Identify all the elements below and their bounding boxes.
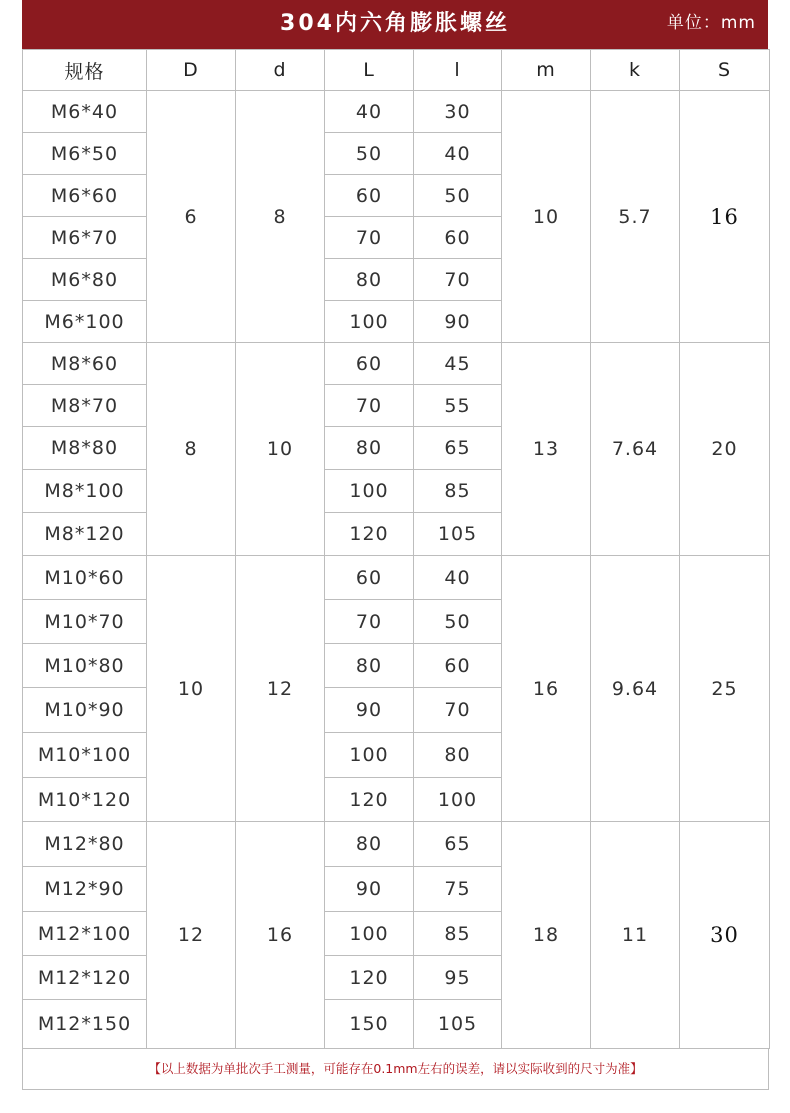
l-cell: 65	[414, 822, 502, 867]
l-cell: 60	[414, 644, 502, 688]
column-header-spec: 规格	[23, 50, 147, 91]
k-cell: 11	[591, 822, 680, 1049]
S-cell: 20	[680, 343, 770, 556]
l-cell: 95	[414, 956, 502, 1000]
l-cell: 100	[414, 778, 502, 822]
column-header-k: k	[591, 50, 680, 91]
m-cell: 13	[502, 343, 591, 556]
L-cell: 90	[325, 688, 414, 733]
L-cell: 120	[325, 778, 414, 822]
m-cell: 18	[502, 822, 591, 1049]
l-cell: 60	[414, 217, 502, 259]
spec-cell: M6*60	[23, 175, 147, 217]
column-header-m: m	[502, 50, 591, 91]
L-cell: 60	[325, 343, 414, 385]
spec-cell: M8*80	[23, 427, 147, 470]
spec-cell: M12*90	[23, 867, 147, 912]
m-cell: 16	[502, 556, 591, 822]
L-cell: 60	[325, 556, 414, 600]
l-cell: 50	[414, 175, 502, 217]
L-cell: 100	[325, 733, 414, 778]
table-row	[23, 556, 770, 600]
measurement-note: 【以上数据为单批次手工测量，可能存在0.1mm左右的误差，请以实际收到的尺寸为准】	[22, 1049, 769, 1090]
k-cell: 9.64	[591, 556, 680, 822]
l-cell: 70	[414, 688, 502, 733]
L-cell: 70	[325, 217, 414, 259]
spec-cell: M10*80	[23, 644, 147, 688]
S-cell: 25	[680, 556, 770, 822]
spec-cell: M6*70	[23, 217, 147, 259]
l-cell: 50	[414, 600, 502, 644]
column-header-S: S	[680, 50, 770, 91]
L-cell: 100	[325, 912, 414, 956]
l-cell: 105	[414, 513, 502, 556]
spec-cell: M8*120	[23, 513, 147, 556]
L-cell: 50	[325, 133, 414, 175]
S-cell: 16	[680, 91, 770, 343]
l-cell: 55	[414, 385, 502, 427]
spec-cell: M12*120	[23, 956, 147, 1000]
spec-cell: M6*80	[23, 259, 147, 301]
spec-table	[22, 49, 770, 1049]
column-header-D: D	[147, 50, 236, 91]
k-cell: 5.7	[591, 91, 680, 343]
l-cell: 70	[414, 259, 502, 301]
spec-cell: M10*120	[23, 778, 147, 822]
l-cell: 90	[414, 301, 502, 343]
L-cell: 70	[325, 600, 414, 644]
D-cell: 8	[147, 343, 236, 556]
k-cell: 7.64	[591, 343, 680, 556]
spec-cell: M10*90	[23, 688, 147, 733]
l-cell: 75	[414, 867, 502, 912]
spec-cell: M12*80	[23, 822, 147, 867]
L-cell: 80	[325, 427, 414, 470]
D-cell: 6	[147, 91, 236, 343]
l-cell: 40	[414, 556, 502, 600]
page-title: 304内六角膨胀螺丝	[280, 11, 510, 36]
D-cell: 12	[147, 822, 236, 1049]
L-cell: 150	[325, 1000, 414, 1049]
spec-cell: M10*70	[23, 600, 147, 644]
D-cell: 10	[147, 556, 236, 822]
S-cell: 30	[680, 822, 770, 1049]
table-header-row	[23, 50, 770, 91]
L-cell: 80	[325, 644, 414, 688]
L-cell: 70	[325, 385, 414, 427]
L-cell: 100	[325, 301, 414, 343]
spec-cell: M8*60	[23, 343, 147, 385]
spec-cell: M10*60	[23, 556, 147, 600]
table-row	[23, 91, 770, 133]
m-cell: 10	[502, 91, 591, 343]
l-cell: 40	[414, 133, 502, 175]
column-header-d: d	[236, 50, 325, 91]
d-cell: 8	[236, 91, 325, 343]
l-cell: 85	[414, 470, 502, 513]
spec-cell: M8*70	[23, 385, 147, 427]
column-header-l: l	[414, 50, 502, 91]
spec-cell: M12*150	[23, 1000, 147, 1049]
spec-cell: M6*40	[23, 91, 147, 133]
l-cell: 45	[414, 343, 502, 385]
l-cell: 30	[414, 91, 502, 133]
unit-label: 单位：mm	[666, 13, 756, 33]
d-cell: 12	[236, 556, 325, 822]
spec-cell: M6*100	[23, 301, 147, 343]
L-cell: 120	[325, 513, 414, 556]
l-cell: 80	[414, 733, 502, 778]
spec-cell: M6*50	[23, 133, 147, 175]
L-cell: 100	[325, 470, 414, 513]
l-cell: 105	[414, 1000, 502, 1049]
table-row	[23, 343, 770, 385]
d-cell: 16	[236, 822, 325, 1049]
column-header-L: L	[325, 50, 414, 91]
title-banner	[22, 0, 768, 49]
L-cell: 90	[325, 867, 414, 912]
L-cell: 80	[325, 259, 414, 301]
l-cell: 65	[414, 427, 502, 470]
L-cell: 80	[325, 822, 414, 867]
table-row	[23, 822, 770, 867]
L-cell: 120	[325, 956, 414, 1000]
spec-cell: M12*100	[23, 912, 147, 956]
L-cell: 60	[325, 175, 414, 217]
spec-cell: M10*100	[23, 733, 147, 778]
L-cell: 40	[325, 91, 414, 133]
spec-cell: M8*100	[23, 470, 147, 513]
l-cell: 85	[414, 912, 502, 956]
d-cell: 10	[236, 343, 325, 556]
